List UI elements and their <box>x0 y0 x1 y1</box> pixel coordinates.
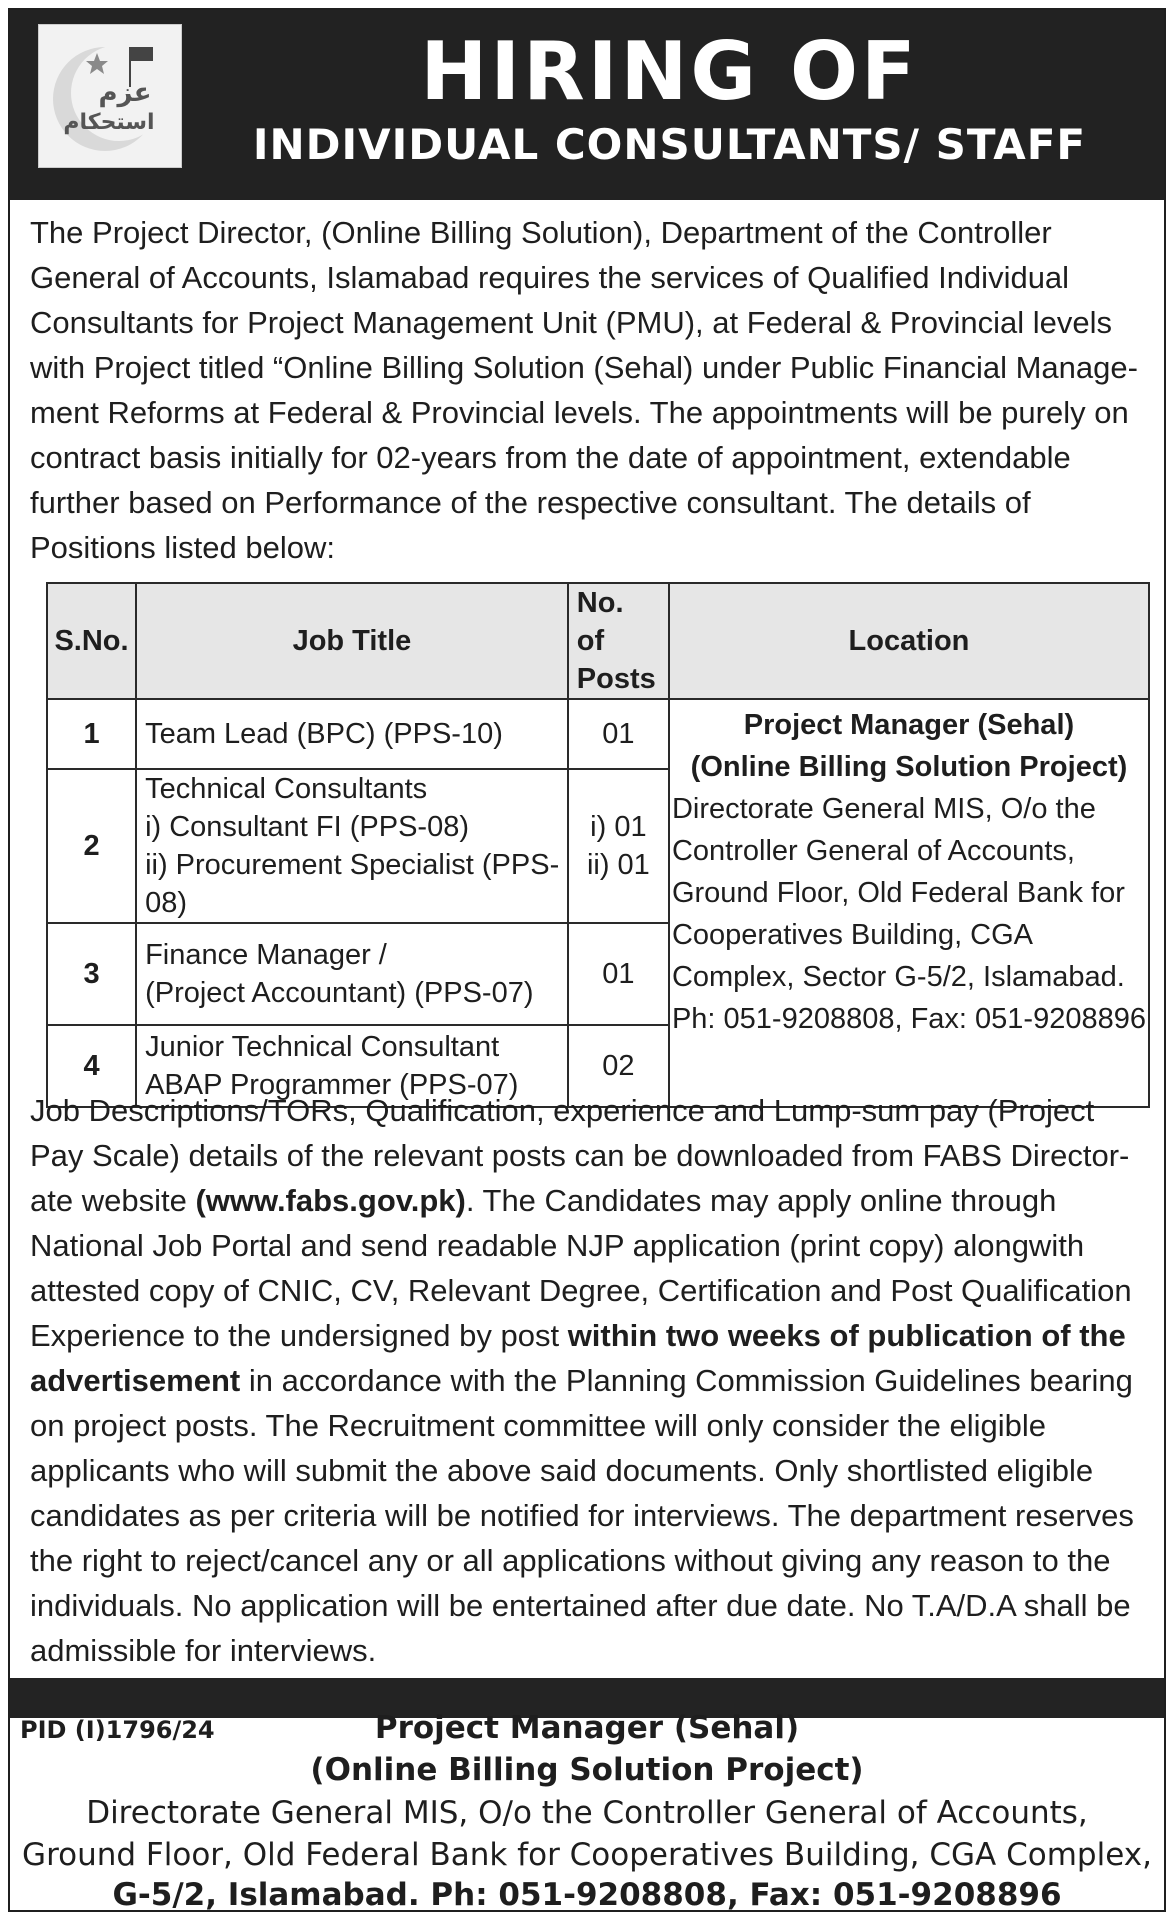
positions-table <box>46 582 1150 1108</box>
header-posts-line: of <box>576 625 605 657</box>
svg-text:استحکام: استحکام <box>63 110 155 135</box>
ad-title: HIRING OF <box>420 25 919 118</box>
location-title: Project Manager (Sehal) <box>743 709 1075 741</box>
details-line <box>30 1358 1146 1403</box>
job-line: ii) Procurement Specialist (PPS-08) <box>145 849 560 919</box>
row-job-title <box>136 769 568 923</box>
crescent-flag-logo-icon <box>39 25 181 167</box>
job-line: (Project Accountant) (PPS-07) <box>145 977 534 1009</box>
details-line: admissible for interviews. <box>30 1633 377 1668</box>
details-line <box>30 1178 1146 1223</box>
location-line: Cooperatives Building, CGA <box>671 919 1034 951</box>
header-sno: S.No. <box>47 583 136 699</box>
website-link-text: (www.fabs.gov.pk) <box>195 1183 466 1218</box>
job-line: Team Lead (BPC) (PPS-10) <box>145 718 503 750</box>
row-posts <box>568 923 669 1025</box>
location-line: Ph: 051-9208808, Fax: 051-9208896 <box>671 1003 1146 1035</box>
job-line: Junior Technical Consultant <box>145 1031 500 1063</box>
details-line: on project posts. The Recruitment committee will only consider the eligible <box>30 1408 1047 1443</box>
job-line: Finance Manager / <box>145 939 387 971</box>
details-line: attested copy of CNIC, CV, Relevant Degree, Certification and Post Qualification <box>30 1273 1132 1308</box>
details-line: Job Descriptions/TORs, Qualification, experience and Lump-sum pay (Project <box>30 1093 1095 1128</box>
header-location: Location <box>669 583 1149 699</box>
job-line: i) Consultant FI (PPS-08) <box>145 811 470 843</box>
footer-subtitle: (Online Billing Solution Project) <box>310 1752 864 1788</box>
intro-line: ment Reforms at Federal & Provincial levels. The appointments will be purely on <box>30 395 1129 430</box>
deadline-emphasis: advertisement <box>30 1363 241 1398</box>
row-sno: 2 <box>47 769 136 923</box>
details-line: individuals. No application will be entertained after due date. No T.A/D.A shall be <box>30 1588 1131 1623</box>
intro-line: General of Accounts, Islamabad requires the services of Qualified Individual <box>30 260 1070 295</box>
footer-address-line: Ground Floor, Old Federal Bank for Cooperatives Building, CGA Complex, <box>22 1837 1152 1873</box>
posts-line: 01 <box>602 958 635 990</box>
row-sno: 1 <box>47 699 136 769</box>
posts-line: i) 01 <box>590 811 647 843</box>
intro-line: Consultants for Project Management Unit (PMU), at Federal & Provincial levels <box>30 305 1112 340</box>
row-job-title <box>136 923 568 1025</box>
campaign-logo <box>38 24 182 168</box>
row-posts <box>568 769 669 923</box>
details-line: National Job Portal and send readable NJP application (print copy) alongwith <box>30 1228 1085 1263</box>
footer-address-line: Directorate General MIS, O/o the Controller General of Accounts, <box>86 1795 1088 1831</box>
details-text: ate website <box>30 1183 196 1218</box>
details-line: the right to reject/cancel any or all applications without giving any reason to the <box>30 1543 1111 1578</box>
details-text: . The Candidates may apply online through <box>465 1183 1057 1218</box>
footer-phone-line: G-5/2, Islamabad. Ph: 051-9208808, Fax: 051-9208896 <box>112 1877 1062 1913</box>
header-job-title: Job Title <box>136 583 568 699</box>
job-line: Technical Consultants <box>145 773 428 805</box>
pid-number: PID (I)1796/24 <box>20 1716 215 1744</box>
location-line: Controller General of Accounts, <box>671 835 1075 867</box>
footer-title: Project Manager (Sehal) <box>374 1710 800 1746</box>
location-line: Complex, Sector G-5/2, Islamabad. <box>671 961 1125 993</box>
location-line: Directorate General MIS, O/o the <box>671 793 1096 825</box>
advertisement <box>8 8 1166 1912</box>
row-posts <box>568 699 669 769</box>
table-row <box>47 699 1149 769</box>
ad-subtitle: INDIVIDUAL CONSULTANTS/ STAFF <box>252 120 1087 169</box>
intro-line: further based on Performance of the respective consultant. The details of <box>30 485 1031 520</box>
deadline-emphasis: within two weeks of publication of the <box>567 1318 1126 1353</box>
row-job-title <box>136 699 568 769</box>
location-subtitle: (Online Billing Solution Project) <box>690 751 1128 783</box>
location-line: Ground Floor, Old Federal Bank for <box>671 877 1125 909</box>
header-posts <box>568 583 669 699</box>
location-cell <box>669 699 1149 1107</box>
row-sno: 4 <box>47 1025 136 1107</box>
details-line: Pay Scale) details of the relevant posts can be downloaded from FABS Director- <box>30 1138 1130 1173</box>
footer-contact <box>10 1678 1164 1913</box>
intro-line: with Project titled “Online Billing Solution (Sehal) under Public Financial Manage- <box>30 350 1138 385</box>
header-posts-line: Posts <box>576 663 656 695</box>
table-header-row <box>47 583 1149 699</box>
posts-line: ii) 01 <box>586 849 650 881</box>
intro-line: The Project Director, (Online Billing Solution), Department of the Controller <box>30 215 1052 250</box>
svg-text:عزم: عزم <box>98 78 152 108</box>
header-banner <box>10 10 1164 200</box>
posts-line: 01 <box>602 718 635 750</box>
details-paragraph <box>30 1088 1146 1673</box>
details-text: Experience to the undersigned by post <box>30 1318 568 1353</box>
intro-line: contract basis initially for 02-years from the date of appointment, extendable <box>30 440 1071 475</box>
details-line: applicants who will submit the above said documents. Only shortlisted eligible <box>30 1453 1094 1488</box>
row-sno: 3 <box>47 923 136 1025</box>
details-line: candidates as per criteria will be notified for interviews. The department reserves <box>30 1498 1134 1533</box>
intro-line: Positions listed below: <box>30 530 335 565</box>
details-text: in accordance with the Planning Commission Guidelines bearing <box>240 1363 1133 1398</box>
posts-line: 02 <box>602 1050 635 1082</box>
details-line <box>30 1313 1146 1358</box>
header-posts-line: No. <box>576 587 624 619</box>
intro-paragraph <box>30 210 1146 570</box>
job-line: ABAP Programmer (PPS-07) <box>145 1069 519 1101</box>
